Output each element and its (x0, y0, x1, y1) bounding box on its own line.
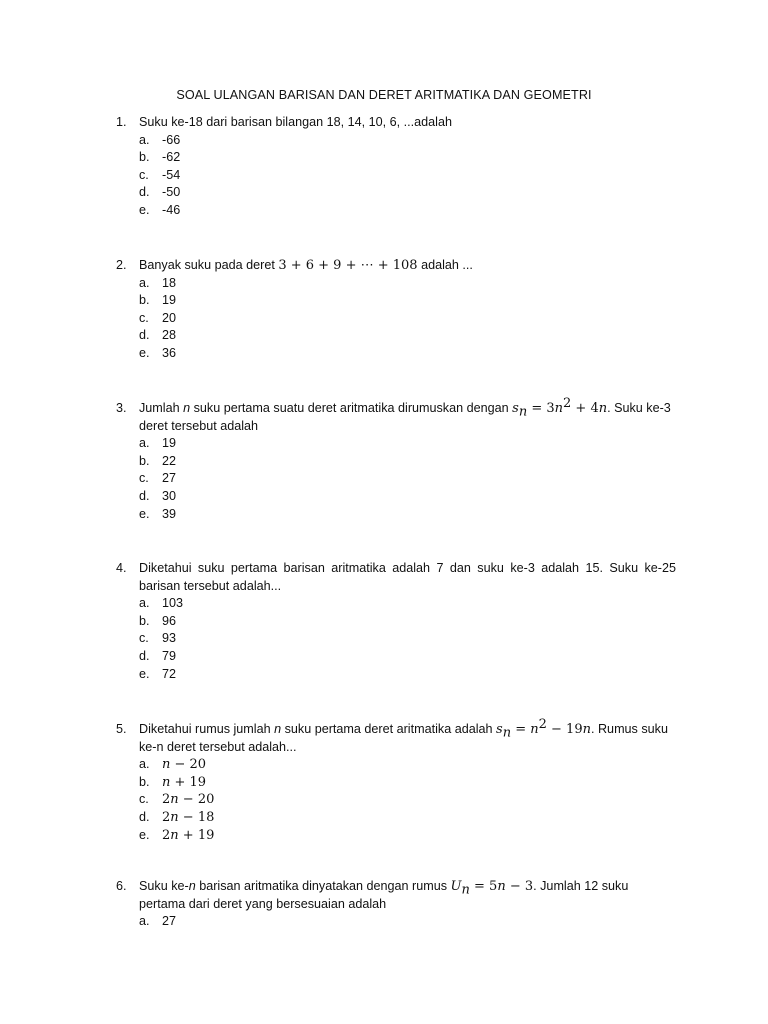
question-text (139, 878, 676, 913)
option-letter: a. (139, 914, 150, 929)
sum-formula (496, 716, 591, 741)
option-formula (162, 827, 214, 845)
option-letter: d. (139, 809, 150, 824)
option-value: -62 (162, 150, 181, 165)
question-text-part: barisan aritmatika dinyatakan dengan rumus (195, 879, 451, 893)
option-value: -46 (162, 202, 181, 217)
option-value: 20 (162, 310, 177, 325)
page-title: SOAL ULANGAN BARISAN DAN DERET ARITMATIKA DAN GEOMETRI (176, 88, 592, 102)
option-b (139, 613, 676, 631)
term-formula (450, 879, 534, 898)
variable-n: n (274, 722, 282, 736)
option-formula (162, 774, 206, 792)
formula-part: = 5 (469, 879, 498, 894)
option-value: -50 (162, 185, 181, 200)
formula-part: n (170, 809, 179, 825)
question-number: 1. (116, 115, 127, 129)
option-letter: c. (139, 167, 149, 182)
formula-part: 2 (162, 827, 171, 843)
question-1 (116, 114, 676, 220)
question-4 (116, 560, 676, 683)
formula-part: s (496, 722, 503, 737)
option-letter: d. (139, 328, 150, 343)
formula-part: n (162, 757, 171, 773)
option-letter: e. (139, 827, 150, 842)
option-value: 19 (162, 436, 177, 451)
question-text-part: suku pertama suatu deret aritmatika dirumuskan dengan (190, 401, 513, 415)
option-e (139, 202, 676, 220)
formula-subscript: n (518, 404, 528, 420)
option-a (139, 756, 676, 774)
option-value: 27 (162, 471, 177, 486)
question-number: 5. (116, 722, 127, 736)
series-formula: 3 + 6 + 9 + ⋯ + 108 (278, 258, 418, 273)
question-text-part: Diketahui rumus jumlah (139, 722, 275, 736)
option-letter: d. (139, 648, 150, 663)
option-a (139, 595, 676, 613)
option-letter: b. (139, 150, 150, 165)
option-letter: e. (139, 506, 150, 521)
option-value: 28 (162, 328, 177, 343)
question-text-part: Suku ke- (139, 879, 189, 893)
formula-part: + 19 (170, 774, 207, 790)
option-c (139, 310, 676, 328)
formula-superscript: 2 (563, 395, 572, 411)
option-a (139, 132, 676, 150)
option-letter: a. (139, 436, 150, 451)
option-a (139, 435, 676, 453)
question-text-part: adalah ... (417, 258, 473, 272)
option-letter: a. (139, 132, 150, 147)
option-a (139, 275, 676, 293)
variable-n: n (188, 879, 196, 893)
option-d (139, 327, 676, 345)
option-e (139, 345, 676, 363)
option-value: -66 (162, 132, 181, 147)
option-value: 22 (162, 453, 177, 468)
option-formula (162, 791, 214, 809)
option-b (139, 149, 676, 167)
question-text (139, 395, 676, 435)
option-letter: d. (139, 185, 150, 200)
formula-part: n (554, 401, 563, 416)
question-text-part: Banyak suku pada deret (139, 258, 279, 272)
option-letter: c. (139, 631, 149, 646)
formula-subscript: n (502, 725, 512, 741)
formula-part: − 19 (546, 722, 583, 737)
option-letter: b. (139, 613, 150, 628)
option-letter: a. (139, 757, 150, 772)
option-value: 19 (162, 293, 177, 308)
formula-part: n (170, 827, 179, 843)
option-value: 96 (162, 613, 177, 628)
question-text: Diketahui suku pertama barisan aritmatika adalah 7 dan suku ke-3 adalah 15. Suku ke-25 barisan tersebut adalah... (139, 561, 676, 593)
option-c (139, 470, 676, 488)
option-value: 79 (162, 648, 177, 663)
sum-formula (512, 395, 608, 420)
option-letter: c. (139, 471, 149, 486)
option-value: 39 (162, 506, 177, 521)
formula-part: 2 (162, 809, 171, 825)
formula-part: = 3 (527, 401, 555, 416)
formula-part: + 19 (178, 827, 215, 843)
option-d (139, 184, 676, 202)
formula-subscript: n (461, 882, 470, 898)
question-text-part: suku pertama deret aritmatika adalah (281, 722, 497, 736)
option-value: -54 (162, 167, 181, 182)
option-letter: e. (139, 666, 150, 681)
formula-part: U (450, 879, 462, 894)
option-letter: a. (139, 596, 150, 611)
option-c (139, 167, 676, 185)
option-e (139, 506, 676, 524)
option-b (139, 774, 676, 792)
question-2 (116, 257, 676, 363)
option-letter: b. (139, 293, 150, 308)
option-d (139, 488, 676, 506)
option-b (139, 453, 676, 471)
option-formula (162, 756, 206, 774)
option-letter: e. (139, 202, 150, 217)
question-text-part: . Suku ke-3 deret tersebut adalah (139, 401, 671, 433)
formula-part: − 20 (178, 792, 215, 808)
question-number: 4. (116, 561, 127, 575)
formula-part: = (511, 722, 531, 737)
formula-part: n (170, 792, 179, 808)
option-letter: c. (139, 310, 149, 325)
question-text (139, 257, 676, 275)
variable-n: n (183, 401, 191, 415)
option-letter: d. (139, 488, 150, 503)
question-text-part: Jumlah (139, 401, 184, 415)
question-number: 6. (116, 879, 127, 893)
question-3 (116, 395, 676, 523)
option-value: 72 (162, 666, 177, 681)
option-letter: e. (139, 345, 150, 360)
formula-part: − 3 (505, 879, 534, 894)
formula-part: n (598, 401, 608, 416)
option-value: 36 (162, 345, 177, 360)
option-letter: a. (139, 275, 150, 290)
option-d (139, 809, 676, 827)
option-letter: b. (139, 774, 150, 789)
option-formula (162, 809, 214, 827)
formula-part: − 20 (170, 757, 207, 773)
question-5 (116, 716, 676, 844)
formula-part: n (582, 722, 591, 737)
formula-part: 2 (162, 792, 171, 808)
option-letter: b. (139, 453, 150, 468)
formula-part: n (497, 879, 506, 894)
option-value: 27 (162, 914, 177, 929)
formula-part: s (512, 401, 519, 416)
option-value: 103 (162, 596, 184, 611)
question-text (139, 716, 676, 756)
question-text-part: . Rumus suku ke-n deret tersebut adalah... (139, 722, 668, 754)
option-letter: c. (139, 792, 149, 807)
question-6 (116, 878, 676, 931)
option-b (139, 292, 676, 310)
option-a (139, 913, 676, 931)
formula-part: + 4 (571, 401, 599, 416)
option-e (139, 666, 676, 684)
question-text: Suku ke-18 dari barisan bilangan 18, 14, 10, 6, ...adalah (139, 115, 452, 129)
question-text-part: . Jumlah 12 suku pertama dari deret yang bersesuaian adalah (139, 879, 629, 911)
option-c (139, 791, 676, 809)
formula-superscript: 2 (538, 716, 547, 732)
formula-part: − 18 (178, 809, 215, 825)
option-d (139, 648, 676, 666)
option-value: 30 (162, 488, 177, 503)
question-number: 2. (116, 258, 127, 272)
option-c (139, 630, 676, 648)
option-value: 93 (162, 631, 177, 646)
option-value: 18 (162, 275, 177, 290)
question-number: 3. (116, 401, 127, 415)
formula-part: n (530, 722, 539, 737)
formula-part: n (162, 774, 171, 790)
option-e (139, 827, 676, 845)
